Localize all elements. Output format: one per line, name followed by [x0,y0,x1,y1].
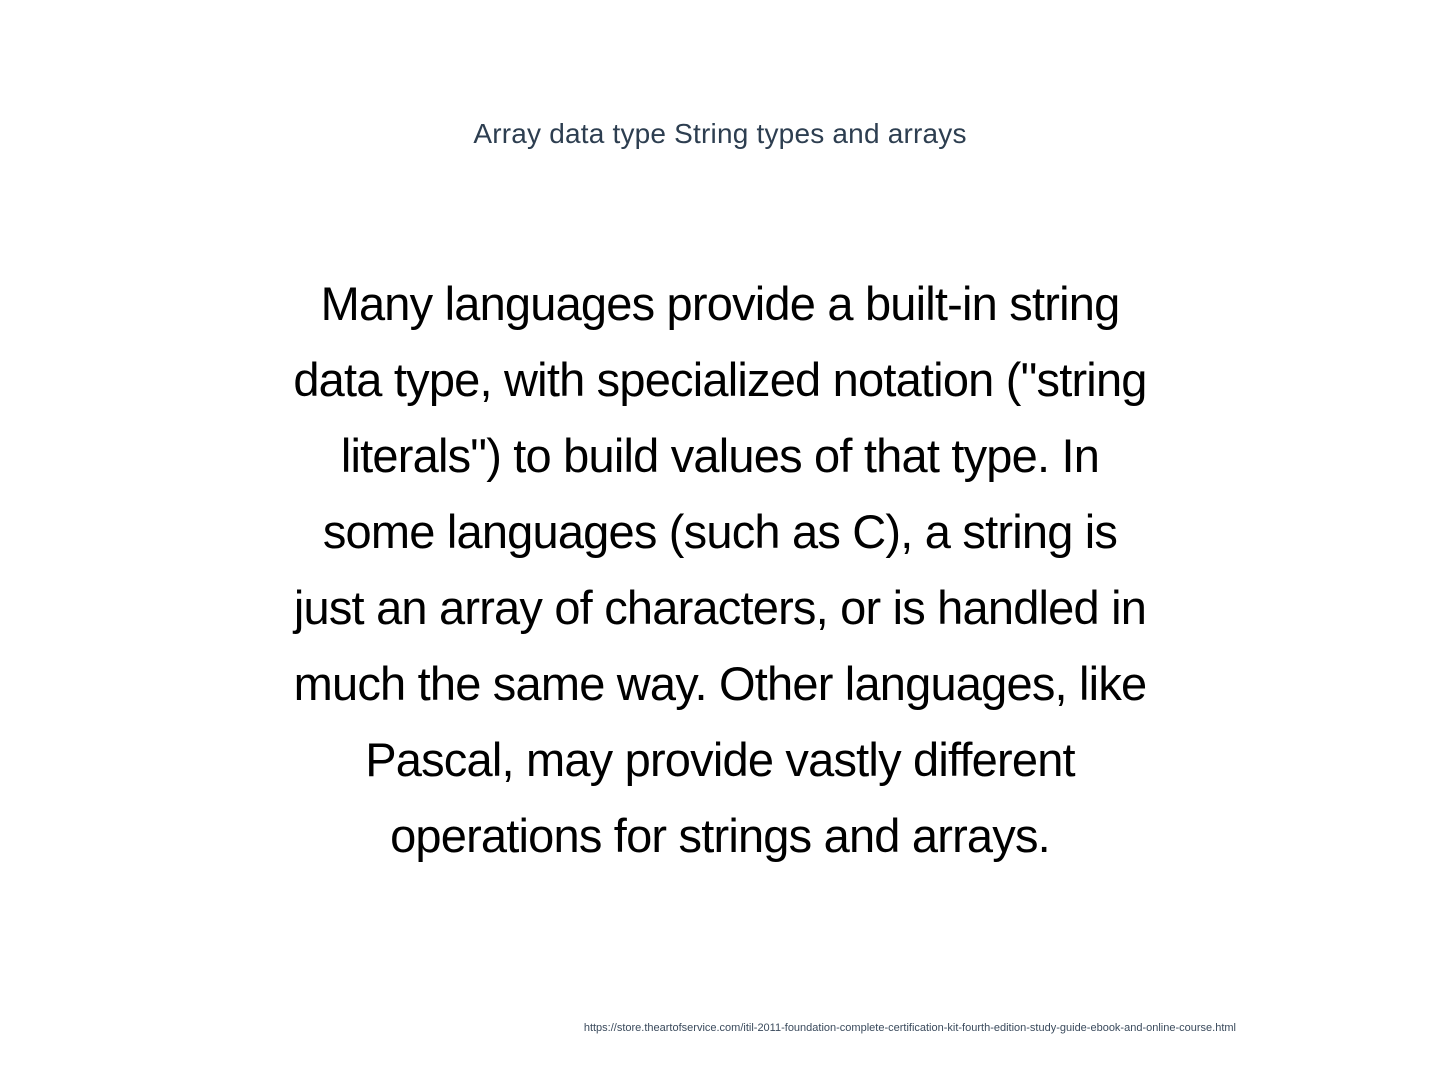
body-line: just an array of characters, or is handled in [293,581,1147,634]
body-line: Pascal, may provide vastly different [365,733,1075,786]
page-title: Array data type String types and arrays [473,118,967,149]
body-line: literals") to build values of that type. In [340,429,1100,482]
body-line: much the same way. Other languages, like [293,657,1147,710]
body-line: Many languages provide a built-in string [320,277,1120,330]
body-line: some languages (such as C), a string is [322,505,1118,558]
body-line: data type, with specialized notation ("string [293,353,1147,406]
body-paragraph [80,266,1360,874]
body-line: operations for strings and arrays. [390,809,1050,862]
source-url: https://store.theartofservice.com/itil-2011-foundation-complete-certification-kit-fourth-edition-study-guide-ebook-and-online-course.html [583,1022,1236,1034]
